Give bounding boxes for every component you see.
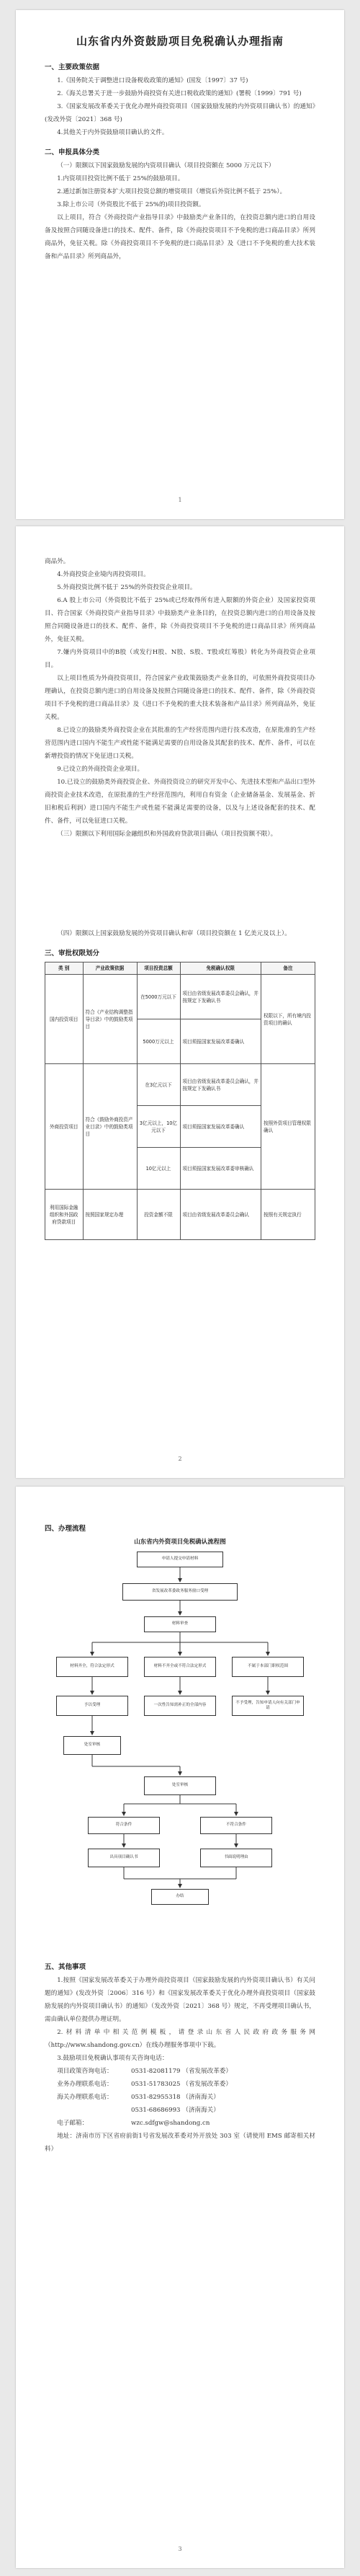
policy-item: 2.《海关总署关于进一步鼓励外商投资有关进口税收政策的通知》(署税〔1999〕791 号) [57,90,302,97]
document-page-1 [16,10,344,519]
subsection-heading: （三）限额以下利用国际金融组织和外国政府贷款项目确认（项目投资额不限）。 [57,831,277,838]
flow-node-out-of-scope: 不属于本部门职权范围 [232,1657,304,1677]
flow-node-complete: 材料齐全，符合法定形式 [56,1657,128,1677]
contact-line [45,2065,315,2078]
page-number: 1 [178,497,182,503]
table-cell: 符合《鼓励外商投资产业目录》中的鼓励类项目 [83,1064,137,1190]
paragraph: 商品外。 [45,558,70,565]
table-cell: 在5000万元以下 [137,975,180,1019]
table-header: 产业政策依据 [83,962,137,975]
flow-node-accept-window: 省发展改革委政务服务窗口受理 [122,1583,238,1601]
table-cell: 符合《产业结构调整指导目录》中的鼓励类项目 [83,975,137,1064]
contact-value: 0531-82081179 （省发展改革委） [131,2068,232,2075]
page-number: 2 [178,1456,182,1462]
section-heading-3: 三、审批权限划分 [45,950,100,957]
table-cell: 权限以下，所有境内投资项目的确认 [261,975,315,1064]
contact-label: 业务办理联系电话： [57,2081,113,2088]
table-cell: 项目由省级发展改革委员会确认，并按规定下发确认书 [180,975,261,1019]
table-cell: 3亿元以上，10亿元以下 [137,1106,180,1148]
paragraph: 9.已设立的外商投资企业项目。 [57,766,144,773]
address-label: 地址： [57,2133,76,2140]
paragraph: 8.已设立的鼓励类外商投资企业在其批准的生产经营范围内进行技术改造，在原批准的生产经营范围内进口国内不能生产或性能不能满足需要的自用设备及其配套的技术、配件、备件，可以在新增投资的情况下免征进口关税。 [45,727,315,760]
flow-node-division-review: 处室审核 [63,1736,121,1755]
flow-node-review: 材料审查 [144,1616,216,1632]
paragraph: 5.外商投资比例不低于 25%的外资投资企业项目。 [57,584,197,591]
table-cell: 项目须报国家发展改革委审核确认 [180,1148,261,1190]
table-header: 类 别 [45,962,84,975]
table-cell: 项目由省级发展改革委员会确认，并按规定下发确认书 [180,1064,261,1106]
contact-value: 0531-82955318 （济南海关） [131,2094,220,2101]
flow-node-decision: 处室审核 [144,1776,216,1795]
section-heading-1: 一、主要政策依据 [45,63,100,71]
flow-node-incomplete: 材料不齐全或不符合法定形式 [144,1657,216,1677]
table-cell: 投资金额不限 [137,1190,180,1240]
table-row [45,975,315,1019]
flow-node-done: 办结 [151,1889,209,1905]
table-cell: 5000万元以上 [137,1019,180,1064]
address-line [45,2130,315,2156]
paragraph: 3.鼓励项目免税确认事项有关咨询电话： [57,2055,168,2062]
paragraph: 1.内资项目投资比例不低于 25%的鼓励项目。 [57,175,184,182]
paragraph: 以上项目，符合《外商投资产业指导目录》中鼓励类产业条目的，在投资总额内进口的自用设备及按照合同随设备进口的技术、配件、备件，除《外商投资项目不予免税的进口商品目录》所列商品外，免征关税。除《外商投资项目不予免税的进口商品目录》及《进口不予免税的重大技术装备和产品目录》所列商品外， [45,214,315,260]
paragraph: 6.A 股上市公司（外资股比不低于 25%或已经取得所有进入限额的外资企业）及国家投资项目、符合国家《外商投资产业指导目录》中鼓励类产业条目的，在投资总额内进口的自用设备及按照合同随设备进口的技术、配件、备件，除《外商投资项目不予免税的进口商品目录》所列商品外，免征关税。 [45,597,315,643]
section-heading-2: 二、申报具体分类 [45,149,100,156]
contact-line [45,2091,315,2104]
table-row [45,1064,315,1106]
section-heading-5: 五、其他事项 [45,1963,86,1971]
table-row [45,1190,315,1240]
table-header: 项目投资总额 [137,962,180,975]
flow-node-submit: 申请人提交申请材料 [137,1552,223,1567]
address-value: 济南市历下区省府前街1号省发展改革委对外开放处 303 室（请使用 EMS 邮寄相关材料） [45,2133,315,2153]
subsection-heading: （四）限额以上国家鼓励发展的外资项目确认和审（项目投资额在 1 亿美元及以上）。 [57,930,291,937]
table-cell: 按照外资项目管理权限确认 [261,1064,315,1190]
flowchart-connectors [45,1550,315,1911]
process-flowchart [45,1550,315,1911]
paragraph: 7.嫌内外资项目中的B股（或发行H股、N股、S股、T股或红筹股）转化为外商投资企业项目。 [45,649,315,669]
flow-node-unqualified: 不符合条件 [200,1817,272,1834]
page-number: 3 [178,2546,182,2552]
policy-item: 1.《国务院关于调整进口设备税收政策的通知》(国发〔1997〕37 号) [57,77,248,84]
document-title: 山东省内外资鼓励项目免税确认办理指南 [76,35,284,48]
paragraph: 10.已设立的鼓励类外商投资企业、外商投资设立的研究开发中心、先进技术型和产品出口型外商投资企业技术改造，在原批准的生产经营范围内，利用自有资金（企业储备基金、发展基金、折旧和税后利润）进口国内不能生产或性能不能满足需要的设备，以及与上述设备配套的技术、配件、备件，可以免征进口关税。 [45,779,315,825]
paragraph: 2.通过新加注册资本扩大项目投资总额的增资项目（增资后外资比例不低于 25%）。 [57,188,287,195]
table-header: 免税确认权限 [180,962,261,975]
table-cell: 在3亿元以下 [137,1064,180,1106]
paragraph: 1.按照《国家发展改革委关于办理外商投资项目（国家鼓励发展的内外资项目确认书）有关问题的通知》(发改外资〔2006〕316 号）和《国家发展改革委关于优化办理外商投资项目（国家鼓励发展的内外资项目确认书）的通知》（发改外资〔2021〕368 号）规定，不再受理项目确认书，需由确认单位提供办理证明。 [45,1977,315,2023]
document-page-2 [16,526,344,1478]
document-page-3 [16,1487,344,2568]
contact-line [45,2104,315,2117]
email-value[interactable]: wzc.sdfgw@shandong.cn [131,2120,210,2127]
paragraph: 以上项目性质为外商投资项目，符合国家产业政策鼓励类产业条目的，可依照外商投资项目办理确认，在投资总额内进口的自用设备及按照合同随设备进口的技术、配件、备件，除《外商投资项目不予免税的进口商品目录》及《进口不予免税的重大技术装备和产品目录》所列商品外，免征关税。 [45,675,315,721]
table-cell: 10亿元以上 [137,1148,180,1190]
contact-label: 海关办理联系电话： [57,2094,113,2101]
contact-label: 项目政策咨询电话： [57,2068,113,2075]
flow-node-supplement: 一次性告知需补正的全部内容 [144,1696,216,1716]
table-header: 备注 [261,962,315,975]
subsection-heading: （一）限额以下国家鼓励发展的内资项目确认（项目投资额在 5000 万元以下） [57,162,275,169]
section-heading-4: 四、办理流程 [45,1525,86,1533]
flow-node-issue-certificate: 出具项目确认书 [88,1849,160,1867]
table-cell: 外商投资项目 [45,1064,84,1190]
flowchart-title: 山东省内外资项目免税确认流程图 [134,1539,226,1546]
flow-node-qualified: 符合条件 [88,1817,160,1834]
policy-item: 4.其他关于内外资鼓励项目确认的文件。 [57,129,168,136]
table-cell: 项目须报国家发展改革委确认 [180,1019,261,1064]
paragraph: 4.外商投资企业境内再投资项目。 [57,571,150,578]
table-cell: 项目由省级发展改革委员会确认 [180,1190,261,1240]
table-cell: 项目须报国家发展改革委确认 [180,1106,261,1148]
paragraph: 2.材料清单中相关范例模板，请登录山东省人民政府政务服务网（http://www.shandong.gov.cn）在线办理服务事项中下载。 [45,2029,315,2049]
table-cell: 国内投资项目 [45,975,84,1064]
table-cell: 按照国家规定办理 [83,1190,137,1240]
table-cell: 利用国际金融组织和外国政府贷款项目 [45,1190,84,1240]
contact-line [45,2078,315,2091]
authority-table [45,962,315,1240]
table-cell: 按照有关规定执行 [261,1190,315,1240]
paragraph: 3.除上市公司（外资股比不低于 25%的)项目投资额。 [57,201,205,208]
flow-node-accepted: 予以受理 [56,1696,128,1716]
email-label: 电子邮箱： [57,2120,89,2127]
flow-node-rejected: 不予受理，告知申请人向有关部门申请 [232,1696,304,1716]
policy-item: 3.《国家发展改革委关于优化办理外商投资项目（国家鼓励发展的内外资项目确认书）的通知》(发改外资〔2021〕368 号) [45,103,315,123]
flow-node-explain: 书面说明理由 [200,1849,272,1867]
email-line [45,2117,315,2130]
contact-value: 0531-68686993 （济南海关） [131,2107,220,2114]
contact-value: 0531-51783025 （省发展改革委） [131,2081,232,2088]
